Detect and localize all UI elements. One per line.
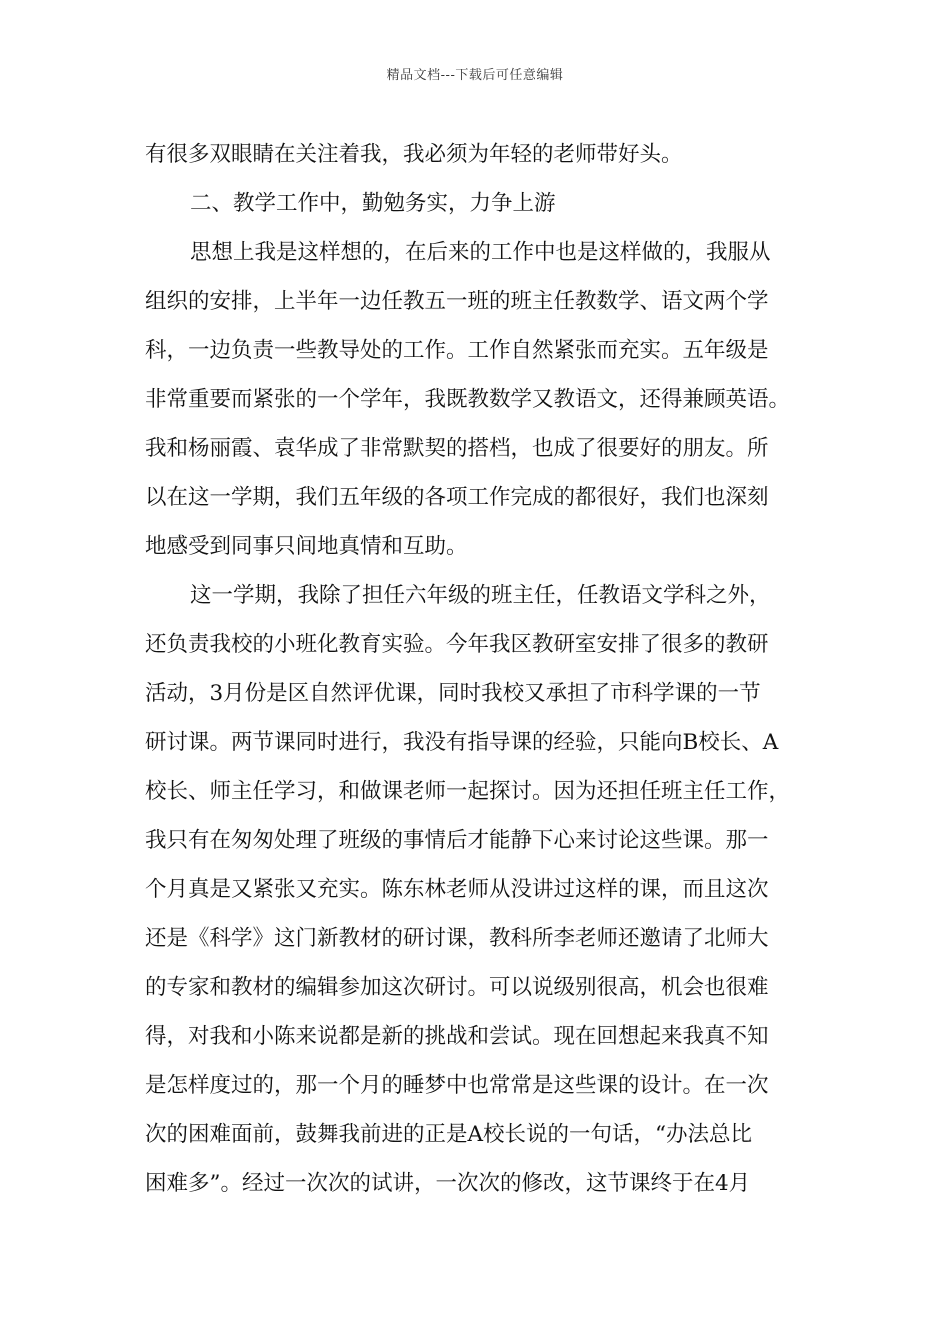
text-line: 的专家和教材的编辑参加这次研讨。可以说级别很高，机会也很难 <box>145 975 769 1000</box>
text-line: 有很多双眼睛在关注着我，我必须为年轻的老师带好头。 <box>145 142 683 167</box>
document-body <box>145 130 815 1208</box>
section-heading: 二、教学工作中，勤勉务实，力争上游 <box>190 191 556 216</box>
text-line: 以在这一学期，我们五年级的各项工作完成的都很好，我们也深刻 <box>145 485 769 510</box>
text-line: 地感受到同事只间地真情和互助。 <box>145 534 468 559</box>
text-line: 困难多”。经过一次次的试讲，一次次的修改，这节课终于在4月 <box>145 1171 751 1196</box>
text-line: 校长、师主任学习，和做课老师一起探讨。因为还担任班主任工作， <box>145 779 791 804</box>
text-line: 活动，3月份是区自然评优课，同时我校又承担了市科学课的一节 <box>145 681 761 706</box>
text-line: 得，对我和小陈来说都是新的挑战和尝试。现在回想起来我真不知 <box>145 1024 769 1049</box>
page-header: 精品文档---下载后可任意编辑 <box>386 68 564 83</box>
text-line: 科，一边负责一些教导处的工作。工作自然紧张而充实。五年级是 <box>145 338 769 363</box>
text-line: 个月真是又紧张又充实。陈东林老师从没讲过这样的课，而且这次 <box>145 877 769 902</box>
text-line: 非常重要而紧张的一个学年，我既教数学又教语文，还得兼顾英语。 <box>145 387 791 412</box>
text-line: 次的困难面前，鼓舞我前进的正是A校长说的一句话，“办法总比 <box>145 1122 753 1147</box>
text-line: 是怎样度过的，那一个月的睡梦中也常常是这些课的设计。在一次 <box>145 1073 769 1098</box>
text-line: 组织的安排，上半年一边任教五一班的班主任教数学、语文两个学 <box>145 289 769 314</box>
text-line: 还是《科学》这门新教材的研讨课，教科所李老师还邀请了北师大 <box>145 926 769 951</box>
text-line: 我和杨丽霞、袁华成了非常默契的搭档，也成了很要好的朋友。所 <box>145 436 769 461</box>
text-line: 研讨课。两节课同时进行，我没有指导课的经验，只能向B校长、A <box>145 730 779 755</box>
text-line: 思想上我是这样想的，在后来的工作中也是这样做的，我服从 <box>190 240 771 265</box>
text-line: 这一学期，我除了担任六年级的班主任，任教语文学科之外， <box>190 583 771 608</box>
text-line: 还负责我校的小班化教育实验。今年我区教研室安排了很多的教研 <box>145 632 769 657</box>
text-line: 我只有在匆匆处理了班级的事情后才能静下心来讨论这些课。那一 <box>145 828 769 853</box>
